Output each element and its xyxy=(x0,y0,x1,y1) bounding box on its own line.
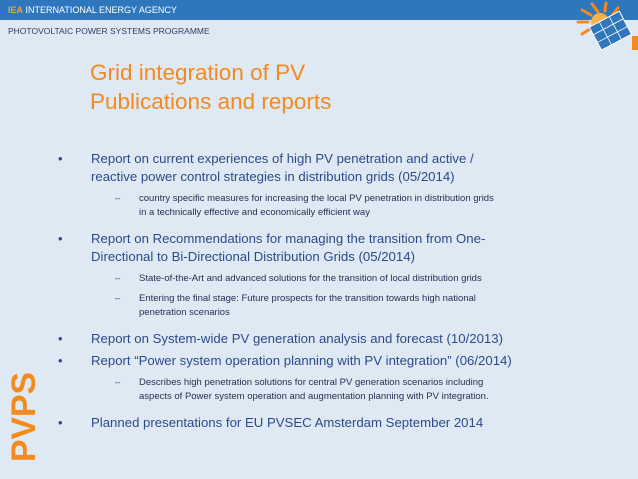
sun-solar-panel-logo-icon xyxy=(570,0,638,60)
bullet-dot: • xyxy=(58,151,63,166)
sub-line: penetration scenarios xyxy=(139,307,230,318)
sub-text xyxy=(139,272,616,286)
sub-list xyxy=(91,376,616,404)
sub-line: aspects of Power system operation and augmentation planning with PV integration. xyxy=(139,391,489,402)
sub-item xyxy=(91,376,616,404)
sub-line: Entering the final stage: Future prospects for the transition towards high national xyxy=(139,293,476,304)
sub-text xyxy=(139,292,616,320)
bullet-text xyxy=(91,230,616,266)
bullet-line: Report “Power system operation planning with PV integration” (06/2014) xyxy=(91,353,512,368)
sub-item xyxy=(91,192,616,220)
org-prefix: IEA xyxy=(8,5,24,15)
slide-title xyxy=(90,58,331,116)
bullet-line: Report on System-wide PV generation analysis and forecast (10/2013) xyxy=(91,331,503,346)
sub-line: Describes high penetration solutions for central PV generation scenarios including xyxy=(139,377,484,388)
pvps-logo xyxy=(5,371,43,463)
sub-list xyxy=(91,272,616,320)
sub-item xyxy=(91,292,616,320)
title-line-2: Publications and reports xyxy=(90,89,332,114)
bullet-dot: • xyxy=(58,353,63,368)
bullet-text xyxy=(91,352,616,370)
title-line-1: Grid integration of PV xyxy=(90,60,306,85)
bullet-line: reactive power control strategies in distribution grids (05/2014) xyxy=(91,169,455,184)
bullet-line: Report on current experiences of high PV penetration and active / xyxy=(91,151,474,166)
bullet-text xyxy=(91,414,616,432)
sub-dash: – xyxy=(115,273,121,284)
sub-dash: – xyxy=(115,377,121,388)
sub-line: in a technically effective and economically efficient way xyxy=(139,207,370,218)
sub-dash: – xyxy=(115,193,121,204)
bullet-text xyxy=(91,330,616,348)
bullet-item xyxy=(56,330,616,348)
bullet-line: Directional to Bi-Directional Distribution Grids (05/2014) xyxy=(91,249,415,264)
bullet-item xyxy=(56,414,616,432)
bullet-item xyxy=(56,150,616,220)
bullet-item xyxy=(56,230,616,320)
org-full-name: INTERNATIONAL ENERGY AGENCY xyxy=(25,5,177,15)
bullet-text xyxy=(91,150,616,186)
sub-item xyxy=(91,272,616,286)
sub-text xyxy=(139,376,616,404)
header-bar xyxy=(0,0,638,20)
bullet-line: Planned presentations for EU PVSEC Amsterdam September 2014 xyxy=(91,415,484,430)
sub-line: State-of-the-Art and advanced solutions for the transition of local distribution grids xyxy=(139,273,482,284)
pvps-logo-text: PVPS xyxy=(5,371,43,462)
sub-line: country specific measures for increasing the local PV penetration in distribution grids xyxy=(139,193,494,204)
organization-name xyxy=(8,4,177,16)
bullet-item xyxy=(56,352,616,404)
publication-list xyxy=(56,150,616,442)
bullet-dot: • xyxy=(58,331,63,346)
bullet-line: Report on Recommendations for managing the transition from One- xyxy=(91,231,486,246)
bullet-dot: • xyxy=(58,415,63,430)
sub-text xyxy=(139,192,616,220)
bullet-dot: • xyxy=(58,231,63,246)
sub-dash: – xyxy=(115,293,121,304)
sub-list xyxy=(91,192,616,220)
program-name: PHOTOVOLTAIC POWER SYSTEMS PROGRAMME xyxy=(8,26,210,36)
